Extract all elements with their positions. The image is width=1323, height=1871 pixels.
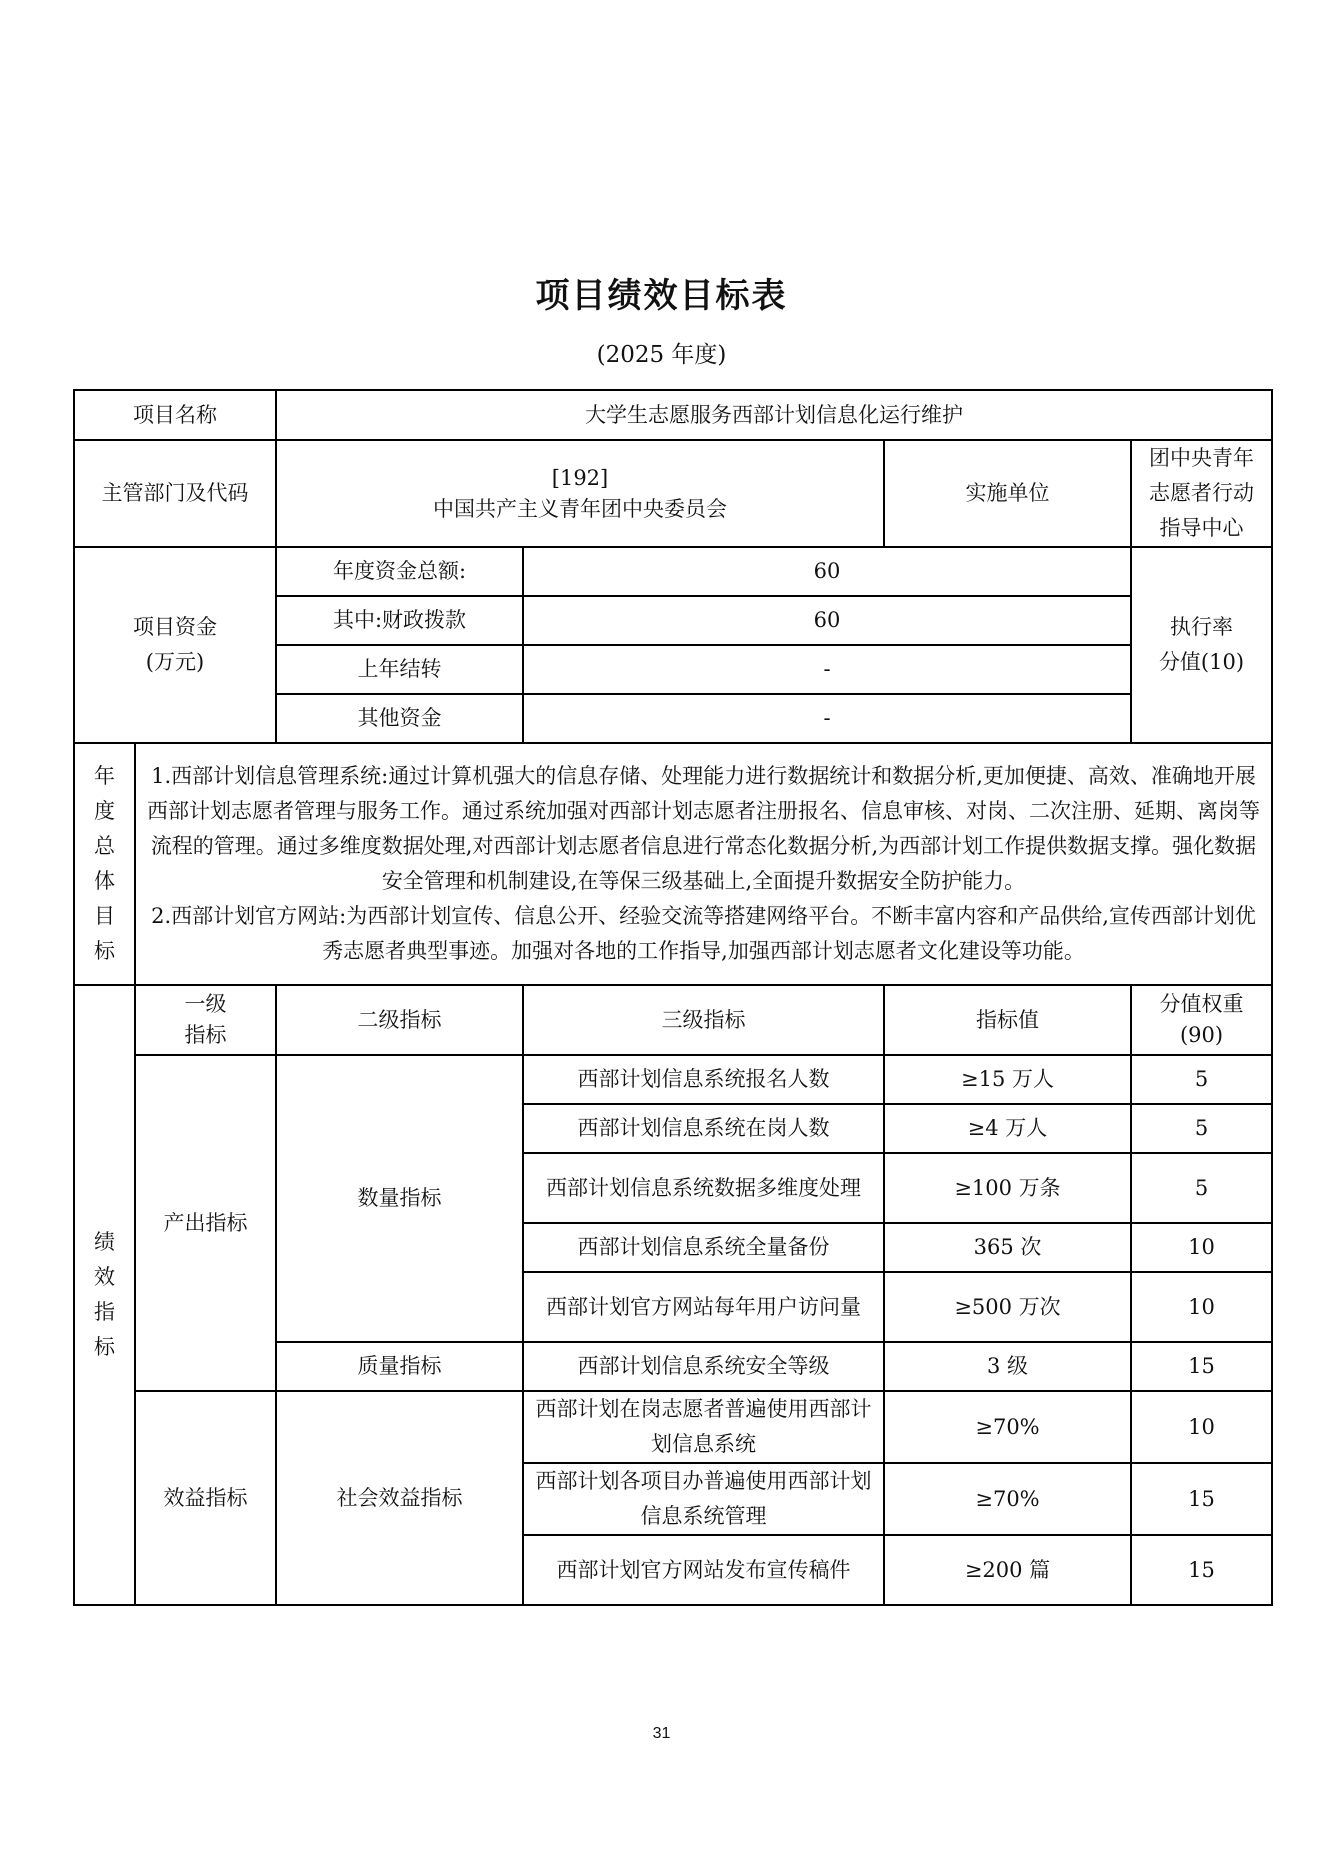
benefit-indicator-label: 效益指标 [135, 1391, 276, 1605]
indicator-weight: 15 [1131, 1463, 1272, 1535]
indicator-name: 西部计划信息系统全量备份 [523, 1223, 884, 1272]
indicator-name: 西部计划信息系统安全等级 [523, 1342, 884, 1391]
indicator-name: 西部计划在岗志愿者普遍使用西部计划信息系统 [523, 1391, 884, 1463]
indicator-weight: 15 [1131, 1535, 1272, 1605]
header-level3: 三级指标 [523, 985, 884, 1055]
project-name-row [74, 390, 1272, 440]
header-level1-line2: 指标 [184, 1023, 227, 1047]
page-subtitle: (2025 年度) [596, 342, 727, 368]
dept-label: 主管部门及代码 [74, 440, 276, 547]
indicator-value: 365 次 [884, 1223, 1131, 1272]
dept-code: [192] [551, 465, 609, 490]
indicator-value: ≥200 篇 [884, 1535, 1131, 1605]
funds-label-line2: (万元) [145, 650, 205, 674]
quantity-indicator-label: 数量指标 [276, 1055, 523, 1342]
header-level1-line1: 一级 [184, 992, 227, 1016]
performance-target-table [73, 389, 1273, 1606]
indicator-name: 西部计划信息系统报名人数 [523, 1055, 884, 1104]
goal-paragraph: 1.西部计划信息管理系统:通过计算机强大的信息存储、处理能力进行数据统计和数据分析,更加便捷、高效、准确地开展西部计划志愿者管理与服务工作。通过系统加强对西部计划志愿者注册报名、信息审核、对岗、二次注册、延期、离岗等流程的管理。通过多维度数据处理,对西部计划志愿者信息进行常态化数据分析,为西部计划工作提供数据支撑。强化数据安全管理和机制建设,在等保三级基础上,全面提升数据安全防护能力。 [147, 764, 1260, 893]
indicator-weight: 10 [1131, 1272, 1272, 1342]
goal-paragraph: 2.西部计划官方网站:为西部计划宣传、信息公开、经验交流等搭建网络平台。不断丰富内容和产品供给,宣传西部计划优秀志愿者典型事迹。加强对各地的工作指导,加强西部计划志愿者文化建设等功能。 [151, 904, 1256, 963]
exec-rate-line2: 分值(10) [1158, 650, 1245, 674]
fund-value-total: 60 [523, 547, 1131, 596]
indicator-name: 西部计划各项目办普遍使用西部计划信息系统管理 [523, 1463, 884, 1535]
dept-value [276, 440, 884, 547]
indicator-name: 西部计划信息系统在岗人数 [523, 1104, 884, 1153]
funds-label-line1: 项目资金 [133, 615, 217, 639]
annual-goal-label-char: 度 [94, 799, 115, 823]
indicator-weight: 5 [1131, 1153, 1272, 1223]
indicator-value: ≥70% [884, 1391, 1131, 1463]
fund-label-fiscal: 其中:财政拨款 [276, 596, 523, 645]
annual-goal-label [74, 743, 135, 985]
indicator-weight: 15 [1131, 1342, 1272, 1391]
annual-goal-row [74, 743, 1272, 985]
fund-label-total: 年度资金总额: [276, 547, 523, 596]
indicator-name: 西部计划官方网站发布宣传稿件 [523, 1535, 884, 1605]
output-indicator-label: 产出指标 [135, 1055, 276, 1391]
header-level2: 二级指标 [276, 985, 523, 1055]
indicator-weight: 10 [1131, 1391, 1272, 1463]
funds-row [74, 547, 1272, 596]
project-name-value: 大学生志愿服务西部计划信息化运行维护 [276, 390, 1272, 440]
indicator-value: ≥100 万条 [884, 1153, 1131, 1223]
indicator-header-row [74, 985, 1272, 1055]
page-number: 31 [652, 1725, 671, 1742]
indicators-label-char: 标 [94, 1335, 115, 1359]
indicator-value: ≥4 万人 [884, 1104, 1131, 1153]
indicators-label-char: 指 [94, 1300, 115, 1324]
indicator-value: 3 级 [884, 1342, 1131, 1391]
project-name-label: 项目名称 [74, 390, 276, 440]
indicator-row [74, 1055, 1272, 1104]
annual-goal-text [135, 743, 1272, 985]
fund-value-carryover: - [523, 645, 1131, 694]
annual-goal-label-char: 体 [94, 869, 115, 893]
quality-indicator-label: 质量指标 [276, 1342, 523, 1391]
indicators-label-char: 绩 [94, 1230, 115, 1254]
funds-label [74, 547, 276, 743]
indicator-name: 西部计划官方网站每年用户访问量 [523, 1272, 884, 1342]
indicator-name: 西部计划信息系统数据多维度处理 [523, 1153, 884, 1223]
annual-goal-label-char: 总 [94, 834, 115, 858]
impl-label: 实施单位 [884, 440, 1131, 547]
exec-rate [1131, 547, 1272, 743]
dept-name: 中国共产主义青年团中央委员会 [433, 496, 727, 521]
annual-goal-label-char: 标 [94, 939, 115, 963]
header-level1 [135, 985, 276, 1055]
fund-label-carryover: 上年结转 [276, 645, 523, 694]
impl-value: 团中央青年志愿者行动指导中心 [1131, 440, 1272, 547]
fund-label-other: 其他资金 [276, 694, 523, 743]
header-weight-line1: 分值权重 [1159, 992, 1244, 1016]
indicator-value: ≥15 万人 [884, 1055, 1131, 1104]
header-weight [1131, 985, 1272, 1055]
indicator-weight: 5 [1131, 1055, 1272, 1104]
annual-goal-label-char: 年 [94, 764, 115, 788]
indicator-row [74, 1391, 1272, 1463]
indicator-value: ≥70% [884, 1463, 1131, 1535]
indicator-weight: 5 [1131, 1104, 1272, 1153]
social-benefit-indicator-label: 社会效益指标 [276, 1391, 523, 1605]
page-title: 项目绩效目标表 [535, 276, 788, 316]
annual-goal-label-char: 目 [94, 904, 115, 928]
indicators-label-char: 效 [94, 1265, 115, 1289]
fund-value-fiscal: 60 [523, 596, 1131, 645]
header-weight-line2: (90) [1179, 1023, 1224, 1047]
exec-rate-line1: 执行率 [1170, 615, 1233, 639]
indicators-section-label [74, 985, 135, 1605]
header-value: 指标值 [884, 985, 1131, 1055]
indicator-weight: 10 [1131, 1223, 1272, 1272]
indicator-value: ≥500 万次 [884, 1272, 1131, 1342]
department-row [74, 440, 1272, 547]
fund-value-other: - [523, 694, 1131, 743]
